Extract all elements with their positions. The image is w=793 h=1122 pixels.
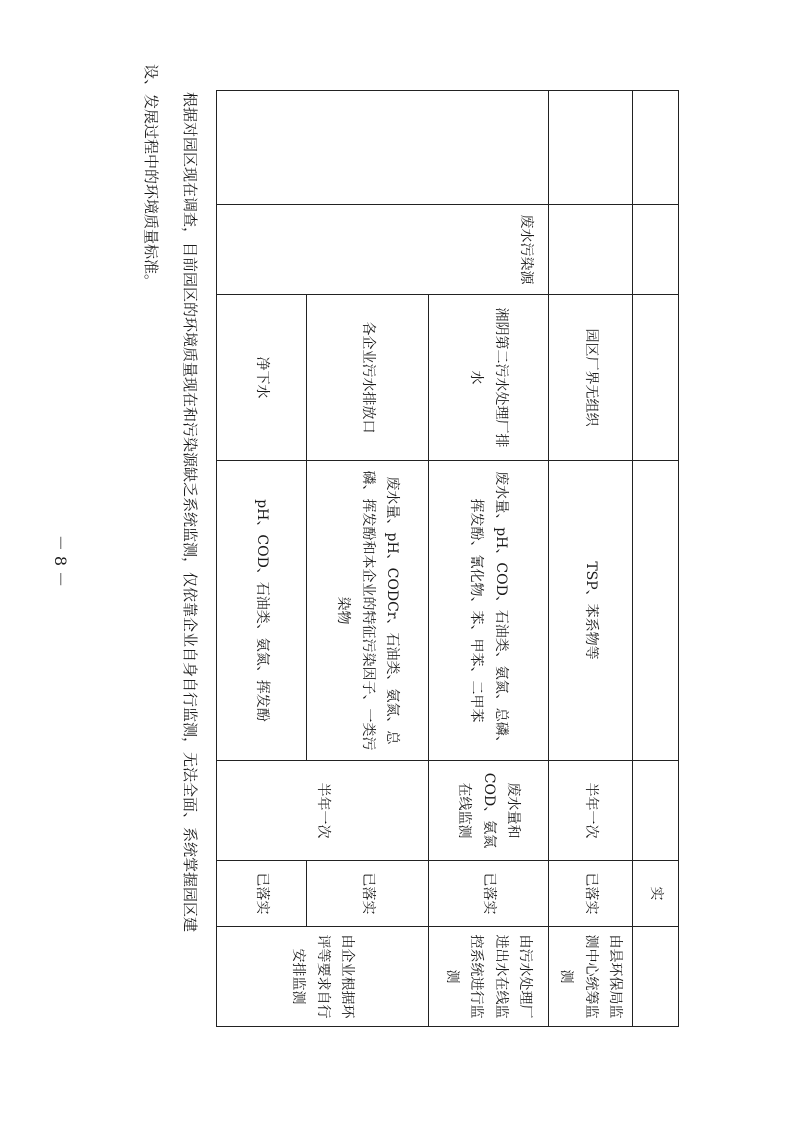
category-cell xyxy=(549,91,633,205)
remark-cell xyxy=(633,927,679,1027)
body-paragraph-line2: 设、发展过程中的环境质量标准。 xyxy=(142,64,160,290)
frequency-cell: 半年一次 xyxy=(217,761,429,861)
frequency-cell xyxy=(633,761,679,861)
frequency-cell: 废水量和COD、氨氮在线监测 xyxy=(429,761,549,861)
source-cell xyxy=(633,205,679,295)
status-cell: 已落实 xyxy=(217,861,307,927)
pollutants-cell: 废水量、pH、COD、石油类、氨氮、总磷、挥发酚、氰化物、苯、甲苯、二甲苯 xyxy=(429,461,549,761)
table-row xyxy=(549,91,633,1027)
source-cell xyxy=(549,205,633,295)
table-row xyxy=(633,91,679,1027)
page-number: － 8 － xyxy=(51,534,70,588)
status-cell: 已落实 xyxy=(549,861,633,927)
pollutants-cell xyxy=(633,461,679,761)
wastewater-source-label: 废水污染源 xyxy=(217,205,549,295)
table-row xyxy=(429,91,549,1027)
remark-cell: 由污水处理厂进出水在线监控系统进行监测 xyxy=(429,927,549,1027)
category-cell xyxy=(217,91,549,205)
pollutants-cell: 废水量、pH、CODCr、石油类、氨氮、总磷、挥发酚和本企业的特征污染因子、一类污染物 xyxy=(307,461,429,761)
status-cell: 实 xyxy=(633,861,679,927)
pollutants-cell: pH、COD、石油类、氨氮、挥发酚 xyxy=(217,461,307,761)
status-cell: 已落实 xyxy=(307,861,429,927)
location-cell: 各企业污水排放口 xyxy=(307,295,429,461)
pollutants-cell: TSP、苯系物等 xyxy=(549,461,633,761)
remark-cell: 由县环保局监测中心统筹监测 xyxy=(549,927,633,1027)
status-cell: 已落实 xyxy=(429,861,549,927)
location-cell xyxy=(633,295,679,461)
location-cell: 净下水 xyxy=(217,295,307,461)
frequency-cell: 半年一次 xyxy=(549,761,633,861)
location-cell: 湘阴第二污水处理厂排水 xyxy=(429,295,549,461)
category-cell xyxy=(633,91,679,205)
body-paragraph-line1: 根据对园区现在调查，目前园区的环境质量现在和污染源缺乏系统监测，仅依靠企业自身自行监测，无法全面、系统掌握园区建 xyxy=(181,92,199,933)
monitoring-table xyxy=(216,90,679,1027)
location-cell: 园区厂界无组织 xyxy=(549,295,633,461)
remark-cell: 由企业根据环评等要求自行安排监测 xyxy=(217,927,429,1027)
